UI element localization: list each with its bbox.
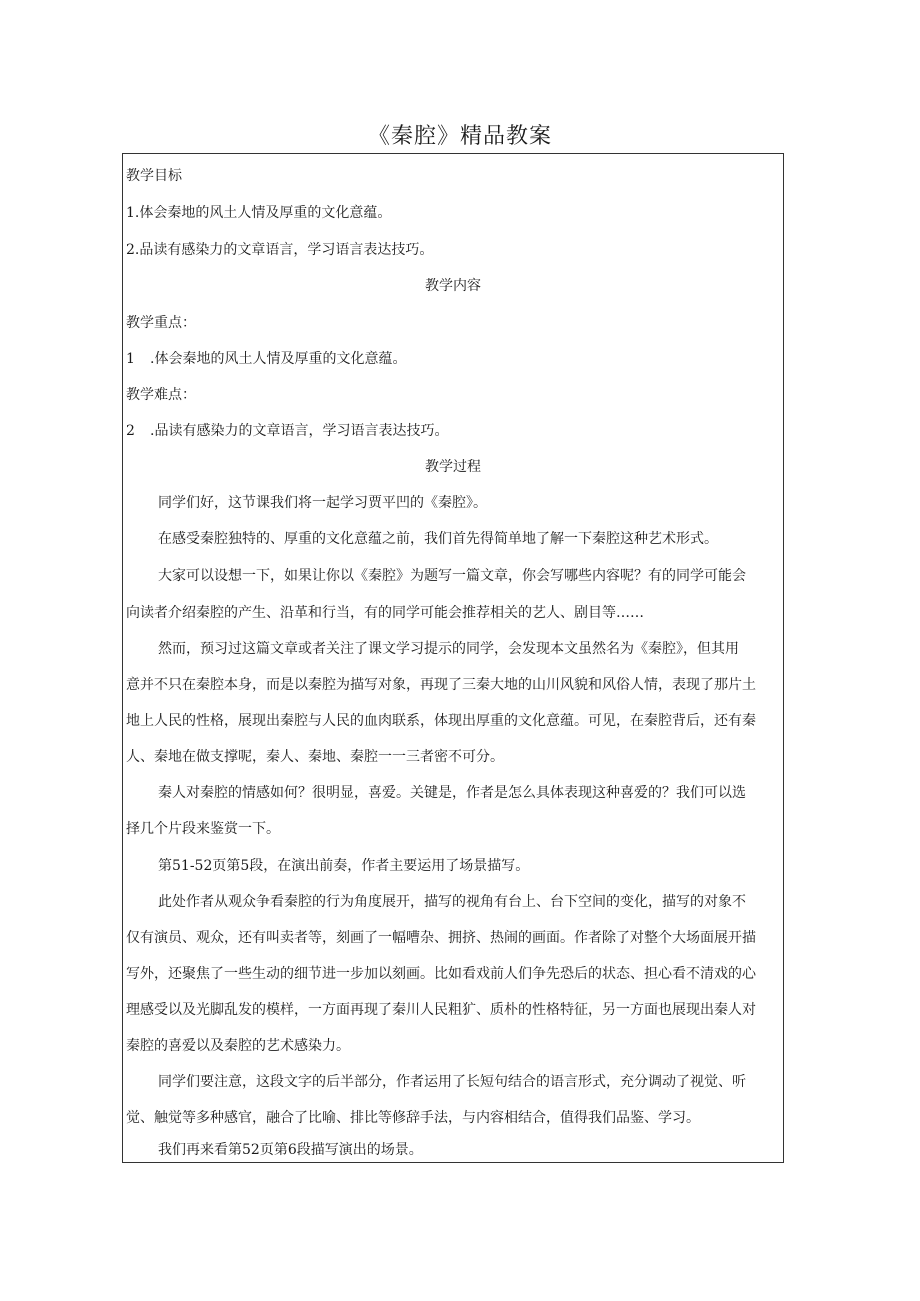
process-line: 在感受秦腔独特的、厚重的文化意蕴之前，我们首先得简单地了解一下秦腔这种艺术形式。 (158, 531, 718, 547)
key-point-text: .体会秦地的风土人情及厚重的文化意蕴。 (150, 351, 407, 367)
process-line: 意并不只在秦腔本身，而是以秦腔为描写对象，再现了三秦大地的山川风貌和风俗人情，表现了那片土 (126, 677, 756, 693)
process-line: 我们再来看第52页第6段描写演出的场景。 (158, 1142, 423, 1158)
process-line: 秦腔的喜爱以及秦腔的艺术感染力。 (126, 1038, 350, 1054)
key-point-label: 教学重点： (126, 315, 196, 331)
content-heading: 教学内容 (425, 278, 481, 294)
process-line: 第51-52页第5段，在演出前奏，作者主要运用了场景描写。 (158, 858, 530, 874)
process-line: 此处作者从观众争看秦腔的行为角度展开，描写的视角有台上、台下空间的变化，描写的对象不 (158, 894, 746, 910)
difficulty-item (126, 421, 776, 441)
difficulty-text: .品读有感染力的文章语言，学习语言表达技巧。 (150, 423, 449, 439)
process-line: 写外，还聚焦了一些生动的细节进一步加以刻画。比如看戏前人们争先恐后的状态、担心看不清戏的心 (126, 966, 756, 982)
key-point-number: 1 (126, 351, 135, 367)
process-heading: 教学过程 (425, 459, 481, 475)
process-line: 理感受以及光脚乱发的模样，一方面再现了秦川人民粗犷、质朴的性格特征，另一方面也展现出秦人对 (126, 1002, 756, 1018)
goals-heading: 教学目标 (126, 168, 182, 184)
process-line: 人、秦地在做支撑呢，秦人、秦地、秦腔一一三者密不可分。 (126, 749, 504, 765)
process-line: 仅有演员、观众，还有叫卖者等，刻画了一幅嘈杂、拥挤、热闹的画面。作者除了对整个大场面展开描 (126, 930, 756, 946)
process-line: 同学们好，这节课我们将一起学习贾平凹的《秦腔》。 (158, 495, 487, 511)
difficulty-number: 2 (126, 423, 135, 439)
process-line: 大家可以设想一下，如果让你以《秦腔》为题写一篇文章，你会写哪些内容呢？有的同学可能会 (158, 568, 746, 584)
process-line: 向读者介绍秦腔的产生、沿革和行当，有的同学可能会推荐相关的艺人、剧目等…… (126, 605, 644, 621)
process-line: 地上人民的性格，展现出秦腔与人民的血肉联系，体现出厚重的文化意蕴。可见，在秦腔背后，还有秦 (126, 713, 756, 729)
key-point-item (126, 349, 776, 369)
process-line: 择几个片段来鉴赏一下。 (126, 821, 280, 837)
goal-item-1: 1.体会秦地的风土人情及厚重的文化意蕴。 (126, 205, 392, 221)
process-line: 觉、触觉等多种感官，融合了比喻、排比等修辞手法，与内容相结合，值得我们品鉴、学习。 (126, 1110, 700, 1126)
process-line: 然而，预习过这篇文章或者关注了课文学习提示的同学，会发现本文虽然名为《秦腔》，但其用 (158, 641, 739, 657)
process-line: 秦人对秦腔的情感如何？很明显，喜爱。关键是，作者是怎么具体表现这种喜爱的？我们可以选 (158, 785, 746, 801)
process-line: 同学们要注意，这段文字的后半部分，作者运用了长短句结合的语言形式，充分调动了视觉、听 (158, 1074, 746, 1090)
difficulty-label: 教学难点： (126, 387, 196, 403)
goal-item-2: 2.品读有感染力的文章语言，学习语言表达技巧。 (126, 242, 434, 258)
document-title: 《秦腔》精品教案 (367, 124, 552, 149)
